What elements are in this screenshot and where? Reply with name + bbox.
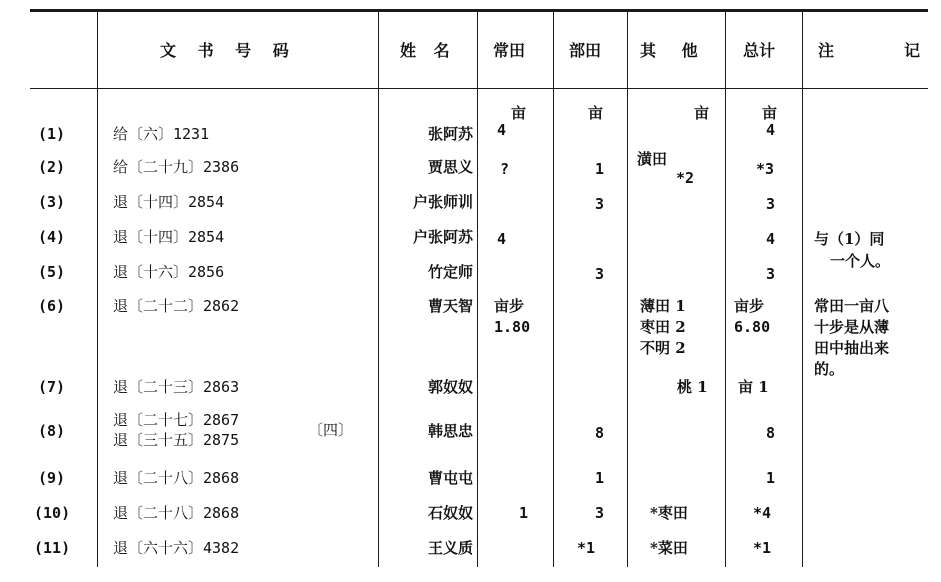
butian-value: *1 <box>577 539 596 557</box>
butian-value: 1 <box>595 469 605 487</box>
column-divider <box>378 12 379 567</box>
doc-number: 退〔六十六〕4382 <box>113 539 240 557</box>
butian-value: 3 <box>595 195 605 213</box>
doc-number: 退〔十六〕2856 <box>113 263 225 281</box>
other-value: 薄田 1 <box>640 297 686 315</box>
other-value: 潢田 <box>637 150 668 168</box>
doc-number: 退〔二十八〕2868 <box>113 469 240 487</box>
total-value: 1 <box>766 469 776 487</box>
person-name: 户张师训 <box>412 193 473 211</box>
unit-total: 亩 <box>762 104 778 122</box>
note-line: 的。 <box>814 360 845 378</box>
note-line: 常田一亩八 <box>814 297 890 315</box>
doc-number: 给〔六〕1231 <box>113 125 210 143</box>
doc-number: 退〔二十二〕2862 <box>113 297 240 315</box>
total-value: 亩 1 <box>738 378 769 396</box>
person-name: 曹屯屯 <box>427 469 473 487</box>
row-index: (3) <box>38 193 66 211</box>
total-value: *4 <box>753 504 772 522</box>
row-index: (4) <box>38 228 66 246</box>
doc-suffix: 〔四〕 <box>308 421 354 439</box>
header-note-left: 注 <box>818 41 835 60</box>
column-divider <box>802 12 803 567</box>
total-value: *1 <box>753 539 772 557</box>
note-line: 田中抽出来 <box>814 339 890 357</box>
header-other: 其 他 <box>640 41 708 60</box>
row-index: (11) <box>34 539 71 557</box>
person-name: 王义质 <box>427 539 473 557</box>
header-changtian: 常田 <box>493 41 526 60</box>
total-value: 4 <box>766 230 776 248</box>
unit-butian: 亩 <box>588 104 604 122</box>
row-index: (5) <box>38 263 66 281</box>
row-index: (9) <box>38 469 66 487</box>
doc-number: 退〔二十八〕2868 <box>113 504 240 522</box>
other-value: 枣田 2 <box>640 318 686 336</box>
other-value: 不明 2 <box>640 339 686 357</box>
person-name: 曹天智 <box>427 297 473 315</box>
butian-value: 1 <box>595 160 605 178</box>
column-divider <box>97 12 98 567</box>
changtian-value: 4 <box>497 230 507 248</box>
butian-value: 3 <box>595 265 605 283</box>
row-index: (6) <box>38 297 66 315</box>
other-value: *菜田 <box>650 539 688 557</box>
butian-value: 3 <box>595 504 605 522</box>
changtian-unit: 亩步 <box>494 297 525 315</box>
person-name: 贾思义 <box>427 158 473 176</box>
other-value: 桃 1 <box>677 378 708 396</box>
unit-changtian: 亩 <box>511 104 527 122</box>
total-value: 8 <box>766 424 776 442</box>
unit-other: 亩 <box>694 104 710 122</box>
column-divider <box>553 12 554 567</box>
header-total: 总计 <box>743 41 776 60</box>
total-value: 3 <box>766 265 776 283</box>
changtian-value: 1.80 <box>494 318 531 336</box>
total-value: 6.80 <box>734 318 771 336</box>
top-rule <box>30 9 928 12</box>
row-index: (8) <box>38 422 66 440</box>
column-divider <box>477 12 478 567</box>
person-name: 户张阿苏 <box>412 228 473 246</box>
header-name: 姓 名 <box>400 41 456 60</box>
person-name: 石奴奴 <box>427 504 473 522</box>
person-name: 张阿苏 <box>427 125 473 143</box>
header-note-right: 记 <box>904 41 921 60</box>
doc-number: 退〔十四〕2854 <box>113 193 225 211</box>
person-name: 郭奴奴 <box>427 378 473 396</box>
doc-number: 给〔二十九〕2386 <box>113 158 240 176</box>
other-value-sub: *2 <box>676 169 695 187</box>
row-index: (1) <box>38 125 66 143</box>
butian-value: 8 <box>595 424 605 442</box>
changtian-value: 1 <box>519 504 529 522</box>
row-index: (10) <box>34 504 71 522</box>
row-index: (7) <box>38 378 66 396</box>
person-name: 韩思忠 <box>427 422 473 440</box>
note-line: 与（1）同 <box>814 230 885 248</box>
doc-number: 退〔二十三〕2863 <box>113 378 240 396</box>
total-value: 4 <box>766 121 776 139</box>
row-index: (2) <box>38 158 66 176</box>
changtian-value: ? <box>500 160 510 178</box>
doc-number: 退〔十四〕2854 <box>113 228 225 246</box>
note-line: 一个人。 <box>830 252 891 270</box>
total-unit: 亩步 <box>734 297 765 315</box>
total-value: *3 <box>756 160 775 178</box>
column-divider <box>627 12 628 567</box>
changtian-value: 4 <box>497 121 507 139</box>
header-doc-no: 文 书 号 码 <box>160 41 297 60</box>
doc-number: 退〔二十七〕2867 <box>113 411 240 429</box>
other-value: *枣田 <box>650 504 688 522</box>
header-butian: 部田 <box>569 41 602 60</box>
header-rule <box>30 88 928 89</box>
doc-number: 退〔三十五〕2875 <box>113 431 240 449</box>
column-divider <box>725 12 726 567</box>
note-line: 十步是从薄 <box>814 318 890 336</box>
person-name: 竹定师 <box>427 263 473 281</box>
total-value: 3 <box>766 195 776 213</box>
